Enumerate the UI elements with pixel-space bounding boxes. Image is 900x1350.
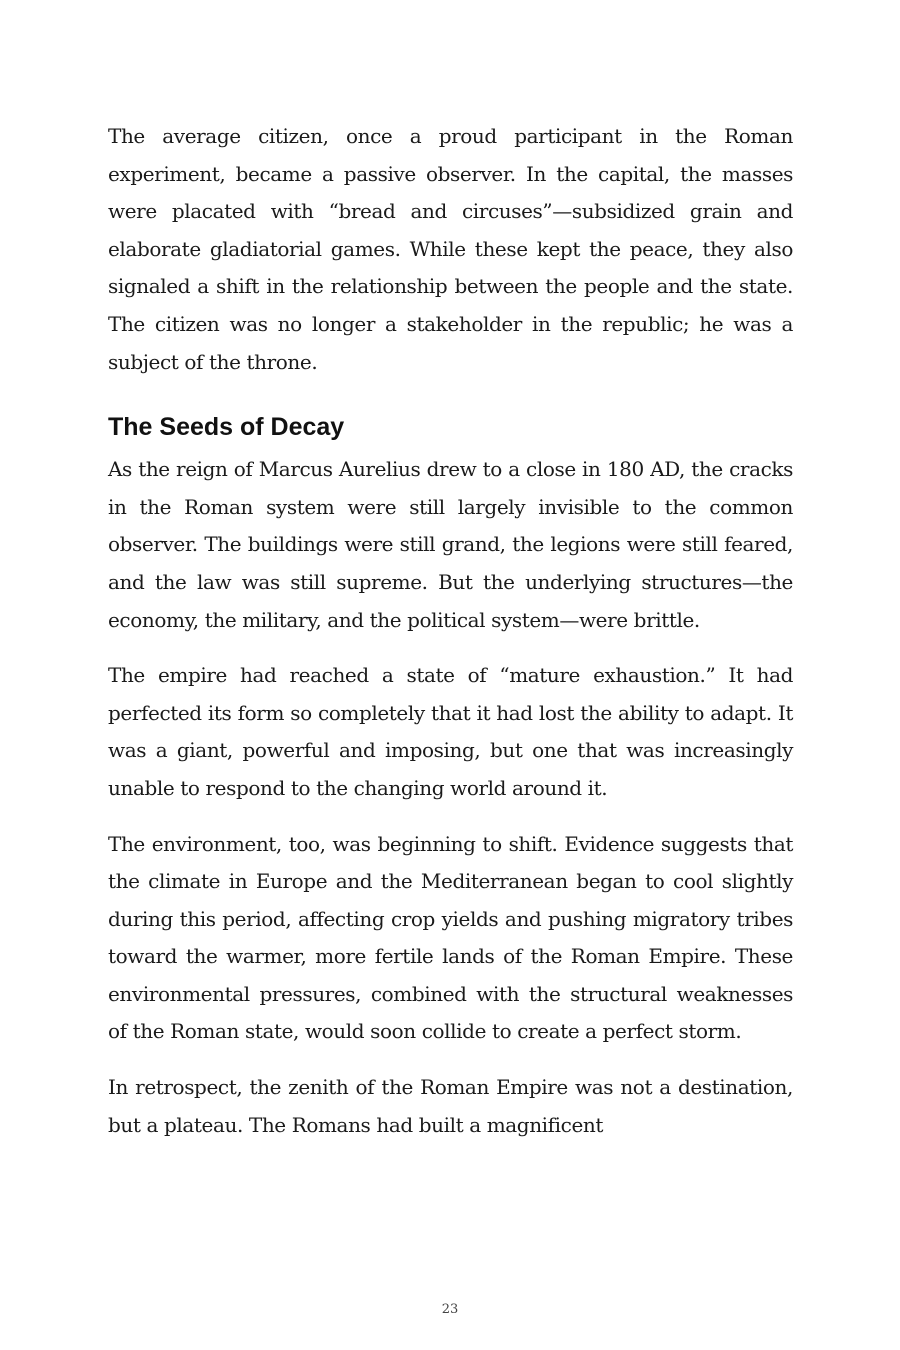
body-paragraph: The empire had reached a state of “mature exhaustion.” It had perfected its form so completely that it had lost the ability to adapt. It was a giant, powerful and imposing, but one that was increasingly unable to respond to the changing world around it. [108,663,793,800]
body-paragraph: As the reign of Marcus Aurelius drew to a close in 180 AD, the cracks in the Roman system were still largely invisible to the common observer. The buildings were still grand, the legions were still feared, and the law was still supreme. But the underlying structures—the economy, the military, and the political system—were brittle. [108,457,793,632]
page-body [108,118,793,1162]
page-number: 23 [441,1302,459,1317]
body-paragraph: The environment, too, was beginning to shift. Evidence suggests that the climate in Europe and the Mediterranean began to cool slightly during this period, affecting crop yields and pushing migratory tribes toward the warmer, more fertile lands of the Roman Empire. These environmental pressures, combined with the structural weaknesses of the Roman state, would soon collide to create a perfect storm. [108,831,793,1044]
body-paragraph: In retrospect, the zenith of the Roman Empire was not a destination, but a plateau. The Romans had built a magnificent [108,1075,793,1137]
section-heading: The Seeds of Decay [108,413,345,442]
body-paragraph: The average citizen, once a proud participant in the Roman experiment, became a passive observer. In the capital, the masses were placated with “bread and circuses”—subsidized grain and elaborate gladiatorial games. While these kept the peace, they also signaled a shift in the relationship between the people and the state. The citizen was no longer a stakeholder in the republic; he was a subject of the throne. [108,124,793,374]
